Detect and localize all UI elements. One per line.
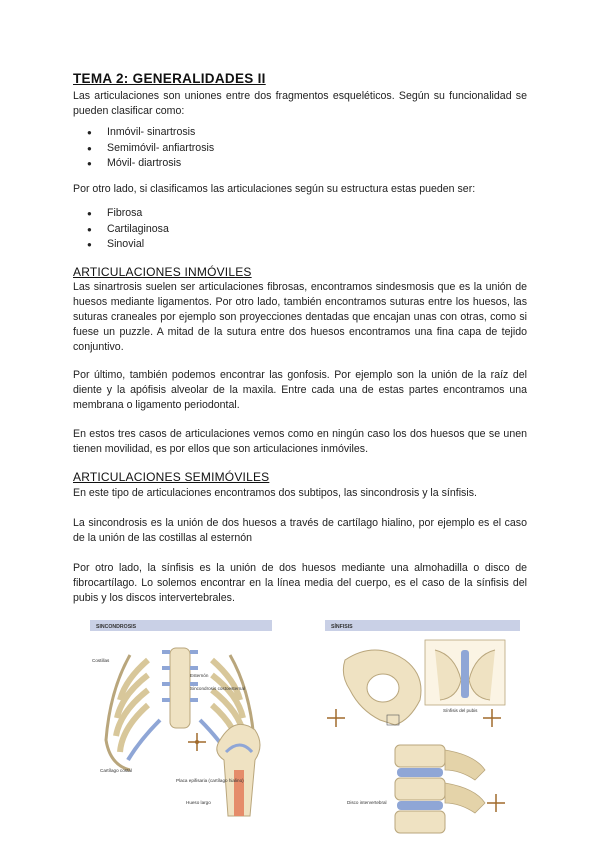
paragraph: Por último, también podemos encontrar las gonfosis. Por ejemplo son la unión de la raíz del diente y la apófisis alveolar de la maxila. Entre cada una de estas partes encontramos una membrana o ligamento periodontal. — [73, 369, 527, 411]
pelvis-illustration — [343, 650, 421, 725]
compass-rose-icon — [327, 709, 345, 727]
compass-rose-icon — [487, 794, 505, 812]
sincondrosis-figure — [90, 620, 272, 820]
compass-rose-icon — [483, 709, 501, 727]
annotation-sinfisis-pubis: Sínfisis del pubis — [443, 708, 478, 713]
page-title: TEMA 2: GENERALIDADES II — [73, 71, 266, 86]
list-item: ● Fibrosa — [87, 206, 169, 222]
section-heading-inmoviles: ARTICULACIONES INMÓVILES — [73, 265, 252, 279]
annotation-cartilago-costal: Cartílago costal — [100, 768, 132, 773]
functional-list — [87, 125, 214, 172]
list-item: ● Sinovial — [87, 237, 169, 253]
sinfisis-figure — [325, 620, 520, 840]
pubic-symphysis-zoom — [425, 640, 505, 705]
list-item: ● Cartilaginosa — [87, 222, 169, 238]
annotation-costillas: Costillas — [92, 658, 110, 663]
figure-label-bar — [325, 620, 520, 631]
annotation-esternon: Esternón — [190, 673, 209, 678]
paragraph: En este tipo de articulaciones encontramos dos subtipos, las sincondrosis y la sínfisis. — [73, 487, 477, 499]
long-bone-illustration — [217, 724, 260, 816]
paragraph: En estos tres casos de articulaciones vemos como en ningún caso los dos huesos que se unen tienen movilidad, es por ellos que son articulaciones inmóviles. — [73, 428, 527, 455]
paragraph: Por otro lado, la sínfisis es la unión de dos huesos mediante una almohadilla o disco de fibrocartílago. Lo solemos encontrar en la línea media del cuerpo, es el caso de la sínfisis del pubis y los discos intervertebrales. — [73, 562, 527, 604]
section-heading-semimoviles: ARTICULACIONES SEMIMÓVILES — [73, 470, 270, 484]
list-item: ● Semimóvil- anfiartrosis — [87, 141, 214, 157]
annotation-sincondrosis: Sincondrosis costoesternal — [190, 686, 245, 691]
list-item: ● Inmóvil- sinartrosis — [87, 125, 214, 141]
annotation-placa-epifisaria: Placa epifisaria (cartílago hialino) — [176, 778, 244, 783]
annotation-hueso-largo: Hueso largo — [186, 800, 211, 805]
vertebrae-illustration — [395, 745, 485, 833]
list-item: ● Móvil- diartrosis — [87, 156, 214, 172]
paragraph: Las sinartrosis suelen ser articulaciones fibrosas, encontramos sindesmosis que es la unión de huesos mediante ligamentos. Por otro lado, también encontramos suturas entre los huesos, las suturas craneales por ejemplo son proyecciones dentadas que encajan unas con otras, como si fuese un puzzle. A mitad de la sutura entre dos huesos encontramos una fina capa de tejido conjuntivo. — [73, 281, 527, 353]
annotation-disco-intervertebral: Disco intervertebral — [347, 800, 387, 805]
structure-intro-paragraph: Por otro lado, si clasificamos las articulaciones según su estructura estas pueden ser: — [73, 183, 476, 195]
paragraph: La sincondrosis es la unión de dos huesos a través de cartílago hialino, por ejemplo es el caso de la unión de las costillas al esternón — [73, 517, 527, 544]
compass-rose-icon — [188, 733, 206, 751]
intro-paragraph: Las articulaciones son uniones entre dos fragmentos esqueléticos. Según su funcionalidad se pueden clasificar como: — [73, 90, 527, 117]
structural-list — [87, 206, 169, 253]
figure-label: SINCONDROSIS — [96, 624, 137, 630]
figure-label: SÍNFISIS — [331, 624, 353, 630]
